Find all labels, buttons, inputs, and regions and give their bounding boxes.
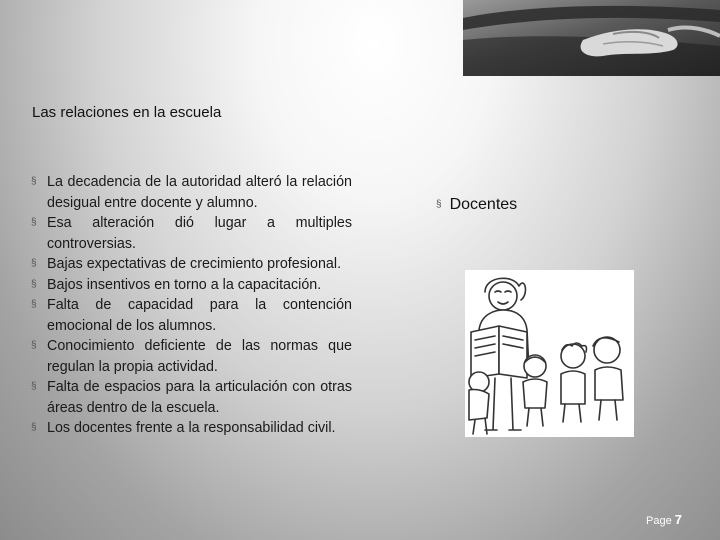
bullet-marker: § [31,299,37,310]
page-label: Page [646,515,672,527]
bullet-text: Conocimiento deficiente de las normas que regulan la propia actividad. [47,338,352,375]
bullet-text: Bajos insentivos en torno a la capacitación. [47,276,322,293]
bullet-text: La decadencia de la autoridad alteró la relación desigual entre docente y alumno. [47,174,352,211]
page-number: 7 [674,512,682,527]
bullet-text: Falta de capacidad para la contención emocional de los alumnos. [47,297,352,334]
bullet-list [30,172,352,439]
bullet-marker: § [31,176,37,187]
bullet-text: Bajas expectativas de crecimiento profesional. [47,256,342,272]
bullet-text: Los docentes frente a la responsabilidad civil. [47,420,336,436]
bullet-marker: § [31,422,37,433]
teacher-children-illustration [465,270,634,437]
docentes-label: Docentes [449,196,518,213]
bullet-item [30,336,352,377]
bullet-marker: § [31,278,37,290]
bullet-item [30,254,352,275]
bullet-marker: § [31,381,37,392]
bullet-marker: § [31,258,37,269]
bullet-marker: § [31,340,37,351]
bullet-item [30,213,352,254]
header-photo [463,0,720,76]
bullet-item [30,377,352,418]
bullet-text: Esa alteración dió lugar a multiples controversias. [47,215,352,252]
docentes-bullet [436,196,517,214]
bullet-item [30,172,352,213]
slide-title: Las relaciones en la escuela [32,104,222,121]
bullet-text: Falta de espacios para la articulación con otras áreas dentro de la escuela. [47,379,352,416]
bullet-marker: § [436,199,442,210]
bullet-marker: § [31,217,37,228]
page-footer [646,512,682,527]
bullet-item [30,295,352,336]
bullet-item [30,418,352,439]
bullet-item [30,275,352,296]
